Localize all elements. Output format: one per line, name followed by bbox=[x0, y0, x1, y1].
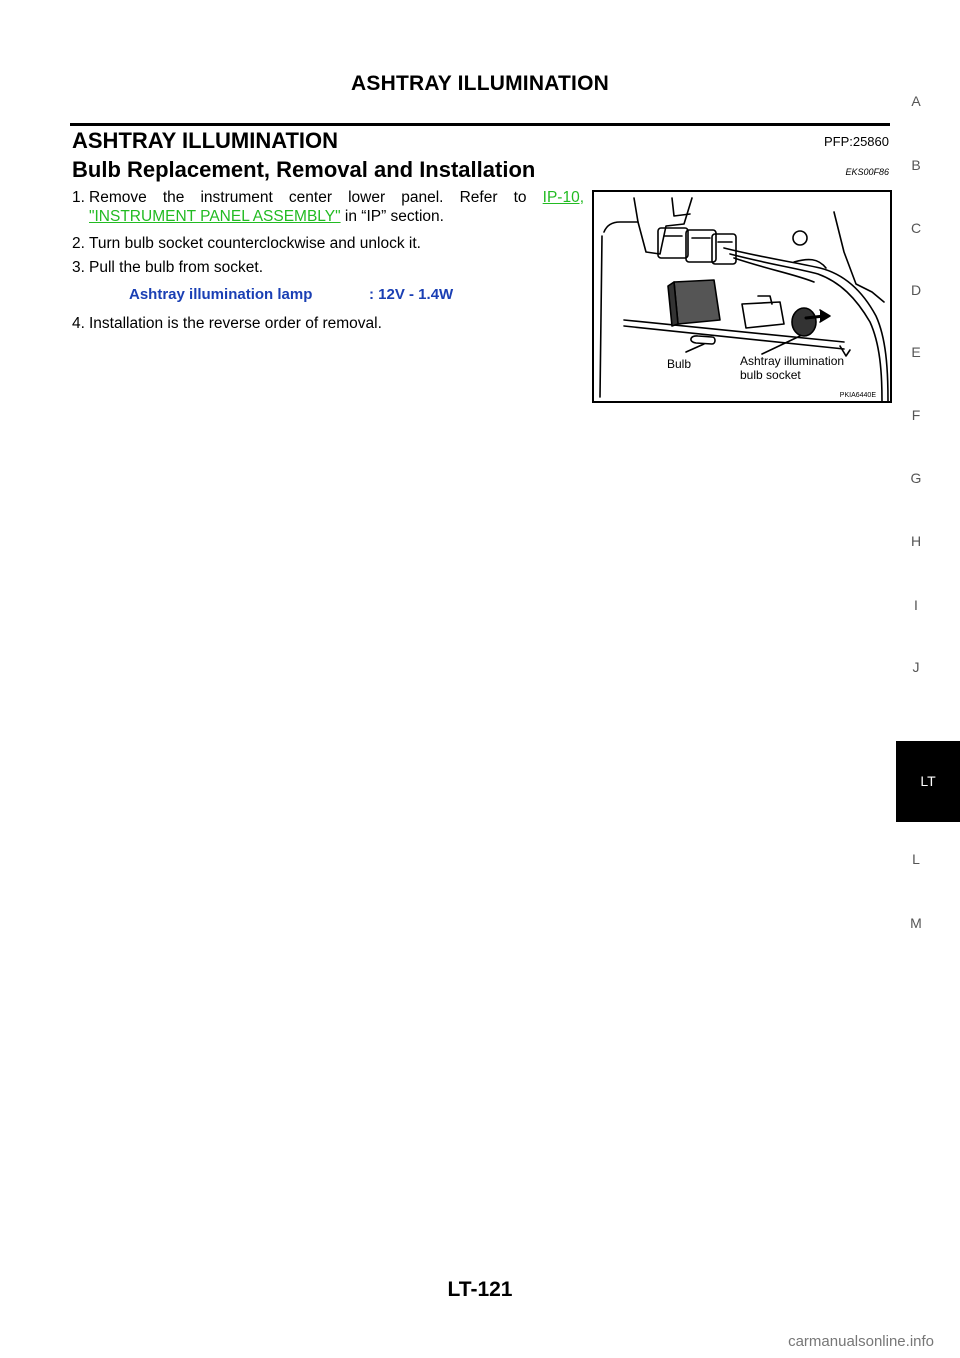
ip-10-link[interactable]: IP-10, bbox=[542, 189, 584, 206]
spec-value: : 12V - 1.4W bbox=[369, 286, 454, 303]
section-title: ASHTRAY ILLUMINATION bbox=[72, 128, 339, 153]
step-text: Remove the instrument center lower panel. Refer to IP-10, bbox=[89, 189, 584, 206]
index-tab-active[interactable]: LT bbox=[896, 741, 960, 822]
subsection-code: EKS00F86 bbox=[845, 167, 889, 177]
header-rule bbox=[70, 123, 890, 126]
running-header: ASHTRAY ILLUMINATION bbox=[351, 72, 609, 95]
step-text: Pull the bulb from socket. bbox=[89, 259, 264, 276]
page-number: LT-121 bbox=[447, 1278, 513, 1301]
index-letter-e[interactable]: E bbox=[911, 344, 921, 360]
step-number: 1. bbox=[72, 189, 85, 206]
bulb-socket-figure bbox=[592, 190, 892, 403]
subsection-title: Bulb Replacement, Removal and Installation bbox=[72, 157, 536, 182]
index-letter-g[interactable]: G bbox=[910, 470, 922, 486]
index-letter-a[interactable]: A bbox=[911, 93, 921, 109]
index-letter-j[interactable]: J bbox=[912, 659, 920, 675]
index-letter-f[interactable]: F bbox=[911, 407, 921, 423]
step-number: 2. bbox=[72, 235, 85, 252]
socket-label-line2: bulb socket bbox=[740, 368, 801, 382]
index-letter-m[interactable]: M bbox=[910, 915, 922, 931]
step-number: 3. bbox=[72, 259, 85, 276]
instrument-panel-assembly-link[interactable]: "INSTRUMENT PANEL ASSEMBLY" bbox=[89, 208, 341, 225]
index-letter-d[interactable]: D bbox=[910, 282, 922, 298]
bulb-label: Bulb bbox=[667, 357, 692, 371]
part-code: PFP:25860 bbox=[823, 134, 889, 149]
watermark: carmanualsonline.info bbox=[788, 1333, 934, 1350]
socket-label-line1: Ashtray illumination bbox=[740, 354, 845, 368]
spec-label: Ashtray illumination lamp bbox=[129, 286, 313, 303]
step-text: Turn bulb socket counterclockwise and unlock it. bbox=[89, 235, 421, 252]
index-letter-i[interactable]: I bbox=[914, 597, 918, 613]
index-letter-h[interactable]: H bbox=[910, 533, 922, 549]
step-number: 4. bbox=[72, 315, 85, 332]
index-letter-b[interactable]: B bbox=[911, 157, 921, 173]
step-text: Installation is the reverse order of removal. bbox=[89, 315, 382, 332]
spec-row bbox=[129, 286, 454, 303]
index-letter-l[interactable]: L bbox=[912, 851, 920, 867]
step-text-cont: "INSTRUMENT PANEL ASSEMBLY" in “IP” section. bbox=[89, 208, 444, 225]
index-letter-c[interactable]: C bbox=[910, 220, 922, 236]
figure-code: PKIA6440E bbox=[839, 392, 876, 399]
